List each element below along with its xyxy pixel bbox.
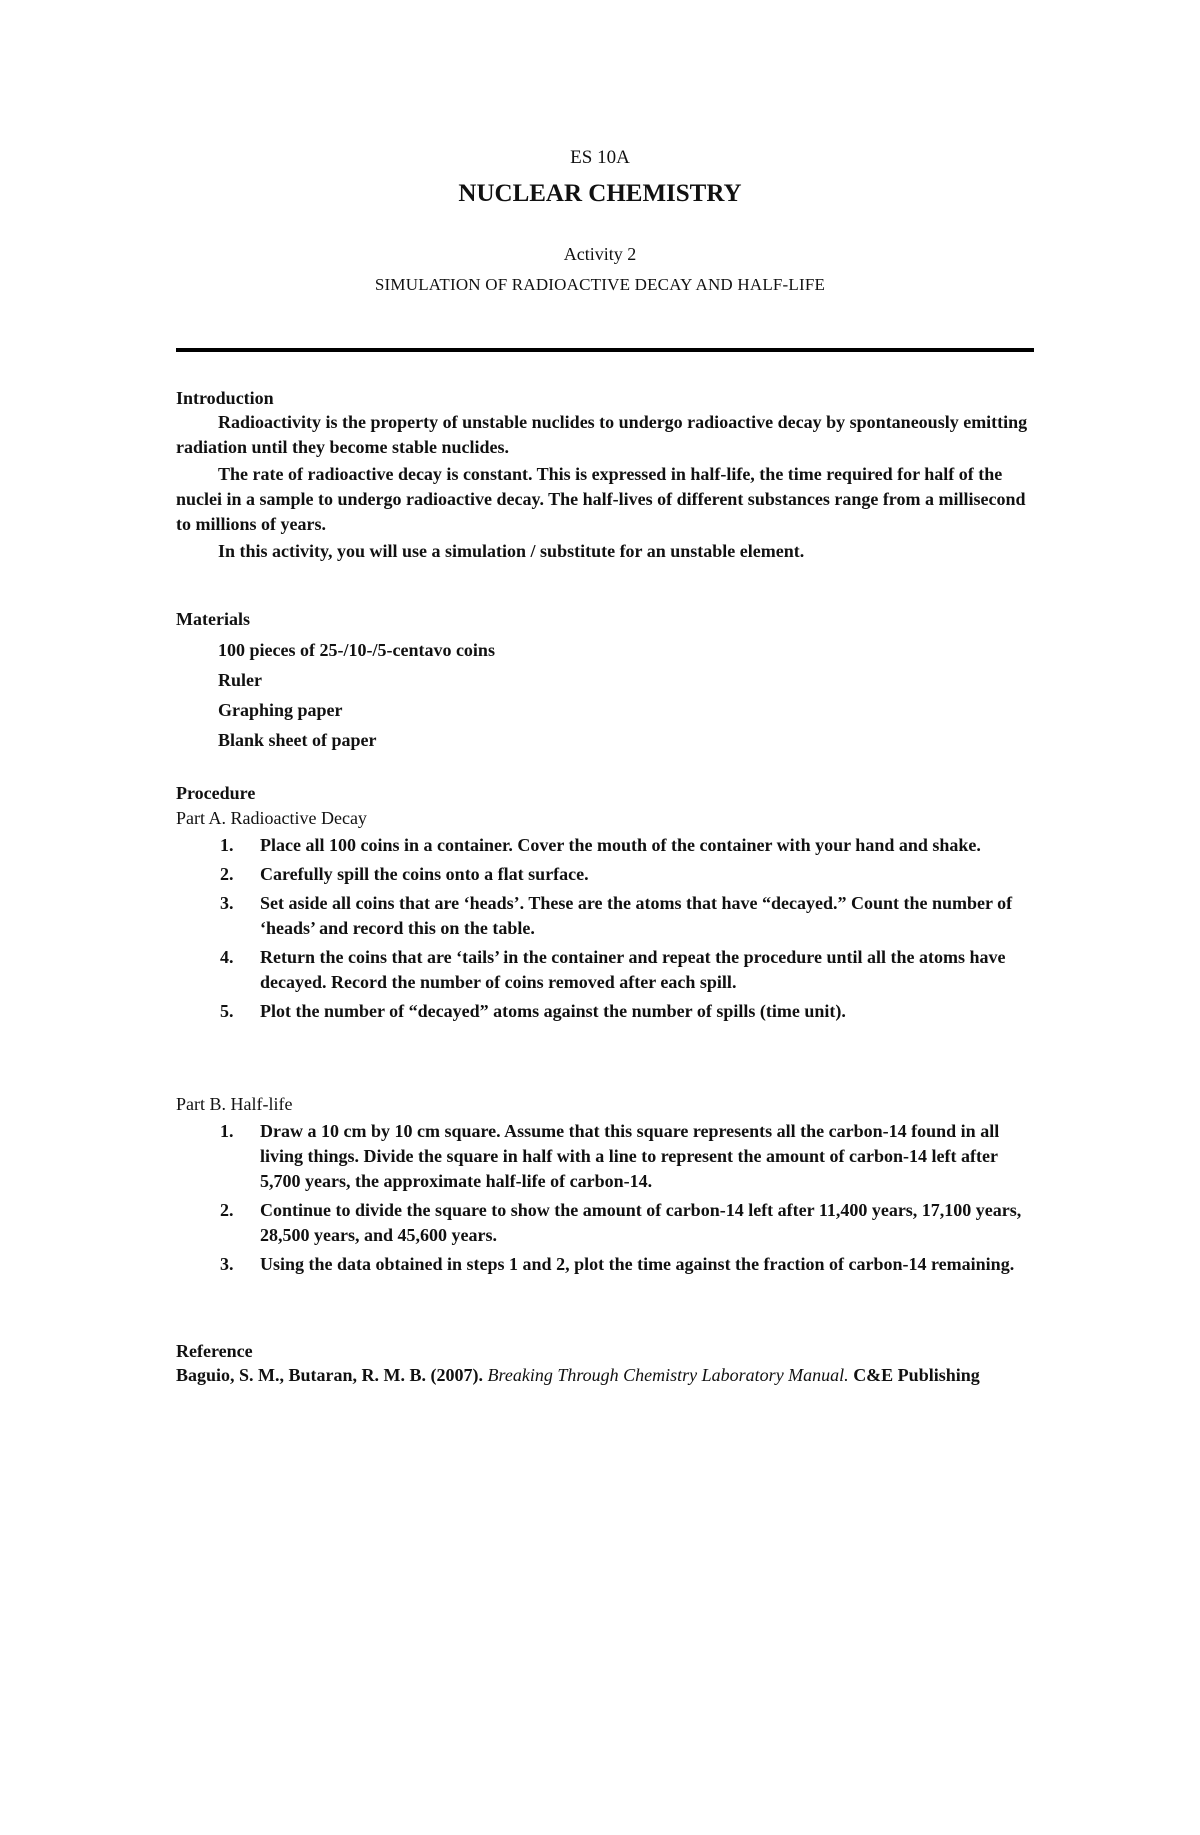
course-code: ES 10A (570, 147, 630, 168)
reference-publisher: C&E Publishing (853, 1365, 980, 1385)
procedure-step: 5. Plot the number of “decayed” atoms against the number of spills (time unit). (220, 1001, 846, 1021)
materials-heading: Materials (176, 609, 250, 629)
materials-list (176, 635, 1036, 755)
part-b-steps (176, 1119, 1036, 1277)
reference-section (176, 1339, 1036, 1388)
materials-section (176, 607, 1036, 755)
procedure-heading: Procedure (176, 783, 256, 803)
part-a-steps (176, 833, 1036, 1024)
introduction-section (176, 386, 1036, 564)
material-item: Blank sheet of paper (218, 730, 377, 750)
procedure-step: 3. Using the data obtained in steps 1 and 2, plot the time against the fraction of carbon-14 remaining. (220, 1254, 1015, 1274)
material-item: Ruler (218, 670, 262, 690)
activity-title: SIMULATION OF RADIOACTIVE DECAY AND HALF-LIFE (374, 275, 826, 294)
introduction-paragraph: In this activity, you will use a simulation / substitute for an unstable element. (218, 541, 805, 561)
part-b-title: Part B. Half-life (176, 1094, 293, 1114)
horizontal-divider (176, 348, 1034, 352)
procedure-step: 3. Set aside all coins that are ‘heads’. These are the atoms that have “decayed.” Count the number of ‘heads’ and record this on the table. (220, 893, 1013, 938)
procedure-step: 1. Place all 100 coins in a container. Cover the mouth of the container with your hand and shake. (220, 835, 981, 855)
material-item: Graphing paper (218, 700, 343, 720)
introduction-paragraph: Radioactivity is the property of unstable nuclides to undergo radioactive decay by spontaneously emitting radiation until they become stable nuclides. (176, 412, 1028, 457)
procedure-step: 2. Continue to divide the square to show the amount of carbon-14 left after 11,400 years, 17,100 years, 28,500 years, and 45,600 years. (220, 1200, 1022, 1245)
document-title: NUCLEAR CHEMISTRY (458, 180, 742, 207)
introduction-heading: Introduction (176, 388, 274, 408)
reference-book-title: Breaking Through Chemistry Laboratory Manual. (487, 1365, 849, 1385)
reference-authors: Baguio, S. M., Butaran, R. M. B. (2007). (176, 1365, 484, 1385)
procedure-step: 2. Carefully spill the coins onto a flat surface. (220, 864, 589, 884)
procedure-step: 4. Return the coins that are ‘tails’ in the container and repeat the procedure until all the atoms have decayed. Record the number of coins removed after each spill. (220, 947, 1006, 992)
part-b-section (176, 1091, 1036, 1281)
procedure-step: 1. Draw a 10 cm by 10 cm square. Assume that this square represents all the carbon-14 found in all living things. Divide the square in half with a line to represent the amount of carbon-14 left after 5,700 years, the approximate half-life of carbon-14. (220, 1121, 1000, 1191)
reference-heading: Reference (176, 1341, 253, 1361)
part-a-title: Part A. Radioactive Decay (176, 808, 367, 828)
activity-number: Activity 2 (563, 244, 637, 264)
introduction-paragraph: The rate of radioactive decay is constant. This is expressed in half-life, the time required for half of the nuclei in a sample to undergo radioactive decay. The half-lives of different substances range from a millisecond to millions of years. (176, 464, 1026, 534)
procedure-section (176, 781, 1036, 1028)
reference-citation (176, 1363, 1036, 1388)
material-item: 100 pieces of 25-/10-/5-centavo coins (218, 640, 495, 660)
